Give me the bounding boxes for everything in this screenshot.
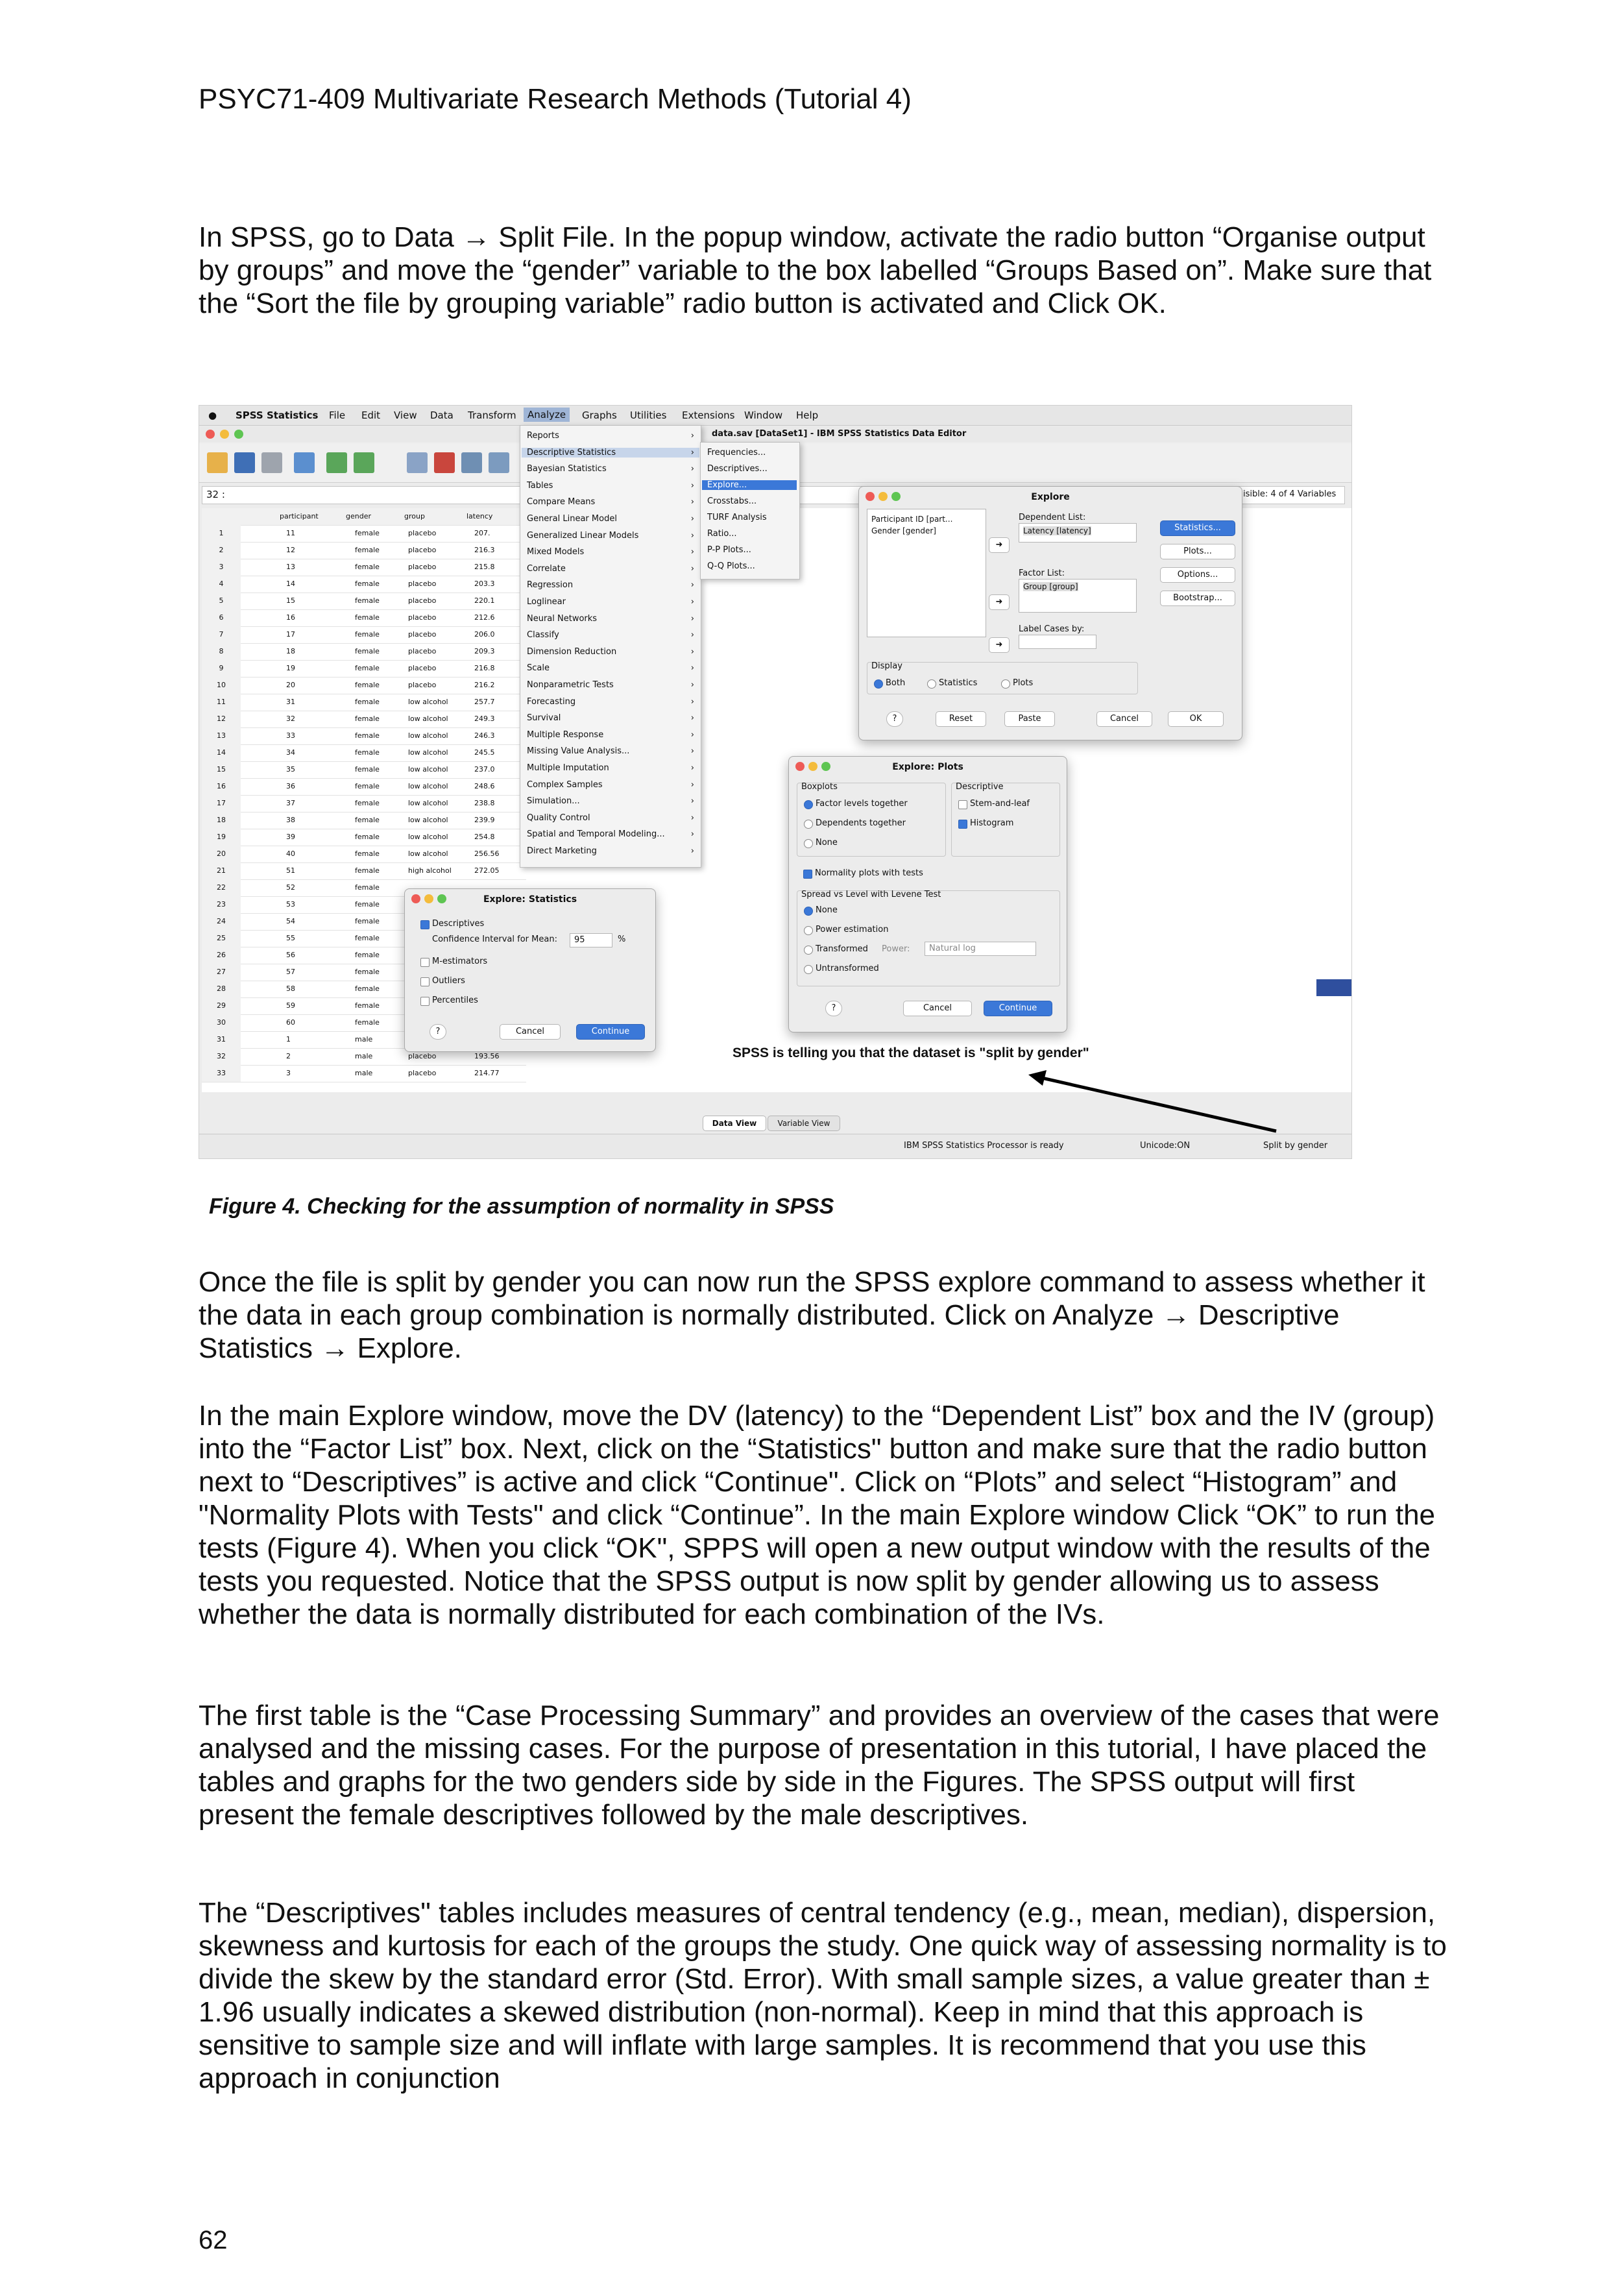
chevron-right-icon: ›: [690, 729, 694, 740]
chevron-right-icon: ›: [690, 796, 694, 807]
chevron-right-icon: ›: [690, 563, 694, 574]
cell-reference: 32 :: [206, 489, 225, 500]
table-cell[interactable]: male: [355, 1035, 373, 1044]
menu-graphs[interactable]: Graphs: [582, 409, 617, 421]
menu-item-label: Multiple Response: [527, 729, 604, 740]
row-number: 10: [202, 677, 241, 694]
menu-file[interactable]: File: [329, 409, 346, 421]
chevron-right-icon: ›: [690, 480, 694, 491]
normality-plots-label: Normality plots with tests: [815, 868, 923, 878]
row-number: 8: [202, 643, 241, 660]
menu-item-label: Multiple Imputation: [527, 763, 609, 773]
table-cell[interactable]: 55: [286, 934, 295, 942]
table-cell[interactable]: low alcohol: [408, 833, 448, 841]
table-cell[interactable]: placebo: [408, 630, 437, 639]
table-cell[interactable]: female: [355, 647, 380, 655]
table-cell[interactable]: 203.3: [474, 580, 495, 588]
table-cell[interactable]: placebo: [408, 1069, 437, 1077]
chevron-right-icon: ›: [690, 497, 694, 507]
row-number: 14: [202, 744, 241, 761]
stem-and-leaf-label: Stem-and-leaf: [970, 799, 1030, 809]
table-cell[interactable]: 18: [286, 647, 295, 655]
arrow-line: [1036, 1077, 1276, 1131]
table-cell[interactable]: female: [355, 968, 380, 976]
menu-item-label: Q-Q Plots...: [707, 561, 755, 571]
table-cell[interactable]: female: [355, 748, 380, 757]
paragraph-split-file: In SPSS, go to Data → Split File. In the popup window, activate the radio button “Organise output by groups” and move the “gender” variable to the box labelled “Groups Based on”. Make sure that the “Sort the file by grouping variable” radio button is activated and Click OK.: [199, 221, 1432, 319]
options-button[interactable]: Options...: [1160, 567, 1235, 583]
chevron-right-icon: ›: [690, 763, 694, 773]
table-cell[interactable]: 257.7: [474, 698, 495, 706]
menu-item-label: Correlate: [527, 563, 566, 574]
col-latency[interactable]: latency: [466, 512, 493, 520]
paragraph-case-processing: The first table is the “Case Processing Summary” and provides an overview of the cases that were analysed and the missing cases. For the purpose of presentation in this tutorial, I have placed the tables and graphs for the two genders side by side in the Figures. The SPSS output will first present the female descriptives followed by the male descriptives.: [199, 1700, 1440, 1831]
chevron-right-icon: ›: [690, 812, 694, 823]
table-cell[interactable]: male: [355, 1052, 373, 1060]
table-cell[interactable]: 246.3: [474, 731, 495, 740]
unicode-status: Unicode:ON: [1140, 1141, 1191, 1151]
row-number: 27: [202, 964, 241, 981]
table-cell[interactable]: 206.0: [474, 630, 495, 639]
table-cell[interactable]: female: [355, 816, 380, 824]
dialog-title: Explore: Plots: [892, 762, 963, 772]
help-button[interactable]: ?: [825, 1001, 842, 1016]
row-number: 32: [202, 1048, 241, 1065]
chevron-right-icon: ›: [690, 846, 694, 856]
row-number: 3: [202, 559, 241, 576]
table-cell[interactable]: placebo: [408, 613, 437, 622]
row-number: 7: [202, 626, 241, 643]
ci-value: 95: [574, 935, 585, 945]
factor-levels-label: Factor levels together: [816, 799, 908, 809]
source-item[interactable]: Participant ID [part...: [871, 515, 953, 524]
table-cell[interactable]: 248.6: [474, 782, 495, 790]
transformed-label: Transformed: [816, 944, 868, 954]
menu-edit[interactable]: Edit: [361, 409, 381, 421]
col-group[interactable]: group: [404, 512, 425, 520]
row-number: 26: [202, 947, 241, 964]
chevron-right-icon: ›: [690, 663, 694, 674]
table-cell[interactable]: 220.1: [474, 596, 495, 605]
table-cell[interactable]: 2: [286, 1052, 291, 1060]
menu-item-label: Nonparametric Tests: [527, 680, 614, 690]
boxplots-label: Boxplots: [801, 782, 838, 792]
split-status: Split by gender: [1263, 1141, 1328, 1151]
dialog-title: Explore: [1031, 492, 1070, 502]
menu-help[interactable]: Help: [796, 409, 819, 421]
col-participant[interactable]: participant: [280, 512, 319, 520]
menu-item-label: Direct Marketing: [527, 846, 597, 856]
chevron-right-icon: ›: [690, 680, 694, 690]
row-number: 31: [202, 1031, 241, 1048]
table-cell[interactable]: high alcohol: [408, 866, 452, 875]
table-cell[interactable]: placebo: [408, 681, 437, 689]
row-number: 25: [202, 930, 241, 947]
table-cell[interactable]: 249.3: [474, 714, 495, 723]
table-cell[interactable]: 214.77: [474, 1069, 500, 1077]
table-cell[interactable]: 36: [286, 782, 295, 790]
row-number: 22: [202, 879, 241, 896]
table-cell[interactable]: placebo: [408, 546, 437, 554]
menu-item-label: Scale: [527, 663, 550, 674]
percentiles-label: Percentiles: [432, 995, 478, 1005]
table-cell[interactable]: female: [355, 917, 380, 925]
table-cell[interactable]: low alcohol: [408, 849, 448, 858]
menu-item-label: Missing Value Analysis...: [527, 746, 630, 757]
annotation-text: SPSS is telling you that the dataset is "split by gender": [732, 1045, 1089, 1060]
display-label: Display: [871, 661, 902, 671]
table-cell[interactable]: placebo: [408, 580, 437, 588]
table-cell[interactable]: female: [355, 799, 380, 807]
move-factor-arrow-icon[interactable]: ➜: [989, 594, 1010, 610]
table-cell[interactable]: female: [355, 866, 380, 875]
dependent-list-label: Dependent List:: [1019, 513, 1086, 522]
table-cell[interactable]: placebo: [408, 529, 437, 537]
row-number: 6: [202, 609, 241, 626]
chevron-right-icon: ›: [690, 829, 694, 840]
power-estimation-label: Power estimation: [816, 925, 889, 934]
table-cell[interactable]: female: [355, 563, 380, 571]
table-cell[interactable]: 193.56: [474, 1052, 500, 1060]
move-label-arrow-icon[interactable]: ➜: [989, 637, 1010, 653]
table-cell[interactable]: female: [355, 681, 380, 689]
table-cell[interactable]: 12: [286, 546, 295, 554]
table-cell[interactable]: 216.3: [474, 546, 495, 554]
table-cell[interactable]: female: [355, 664, 380, 672]
table-cell[interactable]: low alcohol: [408, 816, 448, 824]
table-cell[interactable]: 40: [286, 849, 295, 858]
menu-item-label: General Linear Model: [527, 514, 617, 524]
table-cell[interactable]: 254.8: [474, 833, 495, 841]
table-cell[interactable]: 19: [286, 664, 295, 672]
display-statistics-label: Statistics: [939, 678, 978, 688]
chevron-right-icon: ›: [690, 746, 694, 757]
table-cell[interactable]: low alcohol: [408, 714, 448, 723]
chevron-right-icon: ›: [690, 630, 694, 641]
menu-extensions[interactable]: Extensions: [682, 409, 735, 421]
menu-item-label: TURF Analysis: [707, 513, 767, 522]
menu-item-label: Quality Control: [527, 812, 590, 823]
row-number: 29: [202, 997, 241, 1014]
table-cell[interactable]: female: [355, 900, 380, 909]
table-cell[interactable]: 238.8: [474, 799, 495, 807]
row-number: 24: [202, 913, 241, 930]
table-cell[interactable]: low alcohol: [408, 748, 448, 757]
chevron-right-icon: ›: [690, 696, 694, 707]
menu-utilities[interactable]: Utilities: [630, 409, 667, 421]
ci-label: Confidence Interval for Mean:: [432, 934, 557, 944]
row-number: 11: [202, 694, 241, 711]
table-cell[interactable]: placebo: [408, 596, 437, 605]
spss-screenshot: [199, 405, 1352, 1159]
table-cell[interactable]: female: [355, 951, 380, 959]
table-cell[interactable]: placebo: [408, 664, 437, 672]
menu-data[interactable]: Data: [430, 409, 454, 421]
row-number: 20: [202, 846, 241, 862]
chevron-right-icon: ›: [690, 447, 694, 458]
untransformed-label: Untransformed: [816, 964, 879, 973]
arrow-head: [1028, 1070, 1047, 1086]
row-number: 5: [202, 592, 241, 609]
table-cell[interactable]: low alcohol: [408, 731, 448, 740]
table-cell[interactable]: female: [355, 1018, 380, 1027]
table-cell[interactable]: placebo: [408, 563, 437, 571]
menu-item-label: Complex Samples: [527, 779, 603, 790]
chevron-right-icon: ›: [690, 580, 694, 591]
row-number: 4: [202, 576, 241, 592]
display-plots-label: Plots: [1013, 678, 1034, 688]
menu-item-label: Regression: [527, 580, 574, 591]
help-button[interactable]: ?: [430, 1024, 446, 1040]
apple-icon: ●: [208, 409, 217, 421]
table-cell[interactable]: 215.8: [474, 563, 495, 571]
paragraph-explore: Once the file is split by gender you can now run the SPSS explore command to assess whether it the data in each group combination is normally distributed. Click on Analyze → Descriptive Statistics → Explore.: [199, 1266, 1425, 1364]
cancel-button[interactable]: Cancel: [1096, 711, 1152, 727]
table-cell[interactable]: female: [355, 934, 380, 942]
table-cell[interactable]: 256.56: [474, 849, 500, 858]
table-cell[interactable]: 209.3: [474, 647, 495, 655]
visible-variables: isible: 4 of 4 Variables: [1243, 489, 1337, 499]
chevron-right-icon: ›: [690, 514, 694, 524]
row-number: 17: [202, 795, 241, 812]
row-number: 18: [202, 812, 241, 829]
table-cell[interactable]: male: [355, 1069, 373, 1077]
cancel-button[interactable]: Cancel: [903, 1001, 972, 1016]
factor-list-label: Factor List:: [1019, 568, 1065, 578]
power-label: Power:: [882, 944, 910, 954]
chevron-right-icon: ›: [690, 779, 694, 790]
continue-button[interactable]: Continue: [984, 1001, 1052, 1016]
table-cell[interactable]: 59: [286, 1001, 295, 1010]
label-cases-label: Label Cases by:: [1019, 624, 1085, 634]
spread-label: Spread vs Level with Levene Test: [801, 890, 941, 899]
row-number: 23: [202, 896, 241, 913]
menu-transform[interactable]: Transform: [468, 409, 516, 421]
table-cell[interactable]: 3: [286, 1069, 291, 1077]
table-cell[interactable]: 216.8: [474, 664, 495, 672]
histogram-label: Histogram: [970, 818, 1014, 828]
table-cell[interactable]: 58: [286, 984, 295, 993]
menu-item-label: Bayesian Statistics: [527, 464, 607, 474]
table-cell[interactable]: 51: [286, 866, 295, 875]
row-number: 16: [202, 778, 241, 795]
variable-view-tab[interactable]: Variable View: [768, 1116, 840, 1131]
table-cell[interactable]: 56: [286, 951, 295, 959]
menu-item-label: Ratio...: [707, 529, 737, 539]
menu-item-label: Survival: [527, 713, 561, 724]
display-both-label: Both: [886, 678, 906, 688]
outliers-label: Outliers: [432, 976, 465, 986]
menu-item-label: Classify: [527, 630, 559, 641]
power-value: Natural log: [929, 944, 976, 953]
window-title: data.sav [DataSet1] - IBM SPSS Statistics Data Editor: [712, 429, 967, 439]
m-estimators-label: M-estimators: [432, 957, 488, 966]
page-header: PSYC71-409 Multivariate Research Methods (Tutorial 4): [199, 83, 912, 115]
chevron-right-icon: ›: [690, 464, 694, 474]
table-cell[interactable]: 60: [286, 1018, 295, 1027]
paste-button[interactable]: Paste: [1004, 711, 1055, 727]
menu-item-label: Crosstabs...: [707, 496, 757, 506]
menu-item-label: Generalized Linear Models: [527, 530, 639, 541]
table-cell[interactable]: 237.0: [474, 765, 495, 774]
table-cell[interactable]: 37: [286, 799, 295, 807]
figure-caption: Figure 4. Checking for the assumption of normality in SPSS: [209, 1194, 834, 1219]
paragraph-explore-window: In the main Explore window, move the DV (latency) to the “Dependent List” box and the IV (group) into the “Factor List” box. Next, click on the “Statistics" button and make sure that the radio button next to “Descriptives” is active and click “Continue". Click on “Plots” and select “Histogram” and "Normality Plots with Tests" and click “Continue”. In the main Explore window Click “OK” to run the tests (Figure 4). When you click “OK", SPPS will open a new output window with the results of the tests you requested. Notice that the SPSS output is now split by gender allowing us to assess whether the data is normally distributed for each combination of the IVs.: [199, 1400, 1436, 1630]
col-gender[interactable]: gender: [346, 512, 371, 520]
dependent-item[interactable]: Latency [latency]: [1023, 526, 1091, 535]
table-cell[interactable]: low alcohol: [408, 782, 448, 790]
row-number: 15: [202, 761, 241, 778]
row-number: 33: [202, 1065, 241, 1082]
chevron-right-icon: ›: [690, 547, 694, 557]
menu-item-label: Compare Means: [527, 497, 596, 507]
plots-button[interactable]: Plots...: [1160, 544, 1235, 559]
continue-button[interactable]: Continue: [576, 1024, 645, 1040]
menu-item-label: P-P Plots...: [707, 545, 751, 555]
descriptive-label: Descriptive: [956, 782, 1004, 792]
menu-item-label: Loglinear: [527, 597, 566, 607]
dialog-title: Explore: Statistics: [483, 894, 577, 905]
table-cell[interactable]: female: [355, 849, 380, 858]
table-cell[interactable]: female: [355, 546, 380, 554]
row-number: 2: [202, 542, 241, 559]
factor-item[interactable]: Group [group]: [1023, 582, 1078, 591]
data-view-tab[interactable]: Data View: [703, 1116, 766, 1131]
menu-item-label: Dimension Reduction: [527, 646, 617, 657]
table-cell[interactable]: 54: [286, 917, 295, 925]
table-cell[interactable]: 15: [286, 596, 295, 605]
table-cell[interactable]: low alcohol: [408, 765, 448, 774]
table-cell[interactable]: female: [355, 529, 380, 537]
table-cell[interactable]: female: [355, 1001, 380, 1010]
table-cell[interactable]: female: [355, 833, 380, 841]
table-cell[interactable]: 212.6: [474, 613, 495, 622]
row-number: 12: [202, 711, 241, 727]
reset-button[interactable]: Reset: [936, 711, 986, 727]
bootstrap-button[interactable]: Bootstrap...: [1160, 591, 1235, 606]
ci-unit: %: [618, 934, 626, 944]
table-cell[interactable]: 57: [286, 968, 295, 976]
table-cell[interactable]: 239.9: [474, 816, 495, 824]
table-cell[interactable]: 31: [286, 698, 295, 706]
table-cell[interactable]: female: [355, 630, 380, 639]
row-number: 28: [202, 981, 241, 997]
menu-item-label: Spatial and Temporal Modeling...: [527, 829, 665, 840]
table-cell[interactable]: female: [355, 782, 380, 790]
table-cell[interactable]: female: [355, 580, 380, 588]
paragraph-descriptives: The “Descriptives" tables includes measures of central tendency (e.g., mean, median), dispersion, skewness and kurtosis for each of the groups the study. One quick way of assessing normality is to divide the skew by the standard error (Std. Error). With small sample sizes, a value greater than ± 1.96 usually indicates a skewed distribution (non-normal). Keep in mind that this approach is sensitive to sample size and will inflate with large samples. It is recommend that you use this approach in conjunction: [199, 1897, 1447, 2094]
menu-item-label: Descriptives...: [707, 464, 768, 474]
menu-item-label: Tables: [527, 480, 553, 491]
chevron-right-icon: ›: [690, 713, 694, 724]
chevron-right-icon: ›: [690, 530, 694, 541]
table-cell[interactable]: 33: [286, 731, 295, 740]
menu-item-label: Forecasting: [527, 696, 576, 707]
chevron-right-icon: ›: [690, 597, 694, 607]
menu-item-label: Mixed Models: [527, 547, 585, 557]
cancel-button[interactable]: Cancel: [500, 1024, 561, 1040]
spread-none-label: None: [816, 905, 838, 915]
table-cell[interactable]: low alcohol: [408, 799, 448, 807]
statistics-button[interactable]: Statistics...: [1160, 520, 1235, 536]
table-cell[interactable]: female: [355, 765, 380, 774]
row-number: 30: [202, 1014, 241, 1031]
row-number: 21: [202, 862, 241, 879]
menu-item-label: Neural Networks: [527, 613, 598, 624]
row-number: 9: [202, 660, 241, 677]
boxplot-none-label: None: [816, 838, 838, 848]
table-cell[interactable]: placebo: [408, 647, 437, 655]
table-cell[interactable]: 272.05: [474, 866, 500, 875]
table-cell[interactable]: female: [355, 883, 380, 892]
chevron-right-icon: ›: [690, 646, 694, 657]
chevron-right-icon: ›: [690, 613, 694, 624]
table-cell[interactable]: 39: [286, 833, 295, 841]
table-cell[interactable]: 1: [286, 1035, 291, 1044]
menu-item-label: Reports: [527, 431, 559, 441]
table-cell[interactable]: 11: [286, 529, 295, 537]
table-cell[interactable]: 16: [286, 613, 295, 622]
menu-item-label: Frequencies...: [707, 448, 766, 458]
menu-item-label: Simulation...: [527, 796, 580, 807]
row-number: 1: [202, 525, 241, 542]
table-cell[interactable]: 17: [286, 630, 295, 639]
table-cell[interactable]: low alcohol: [408, 698, 448, 706]
table-cell[interactable]: female: [355, 714, 380, 723]
table-cell[interactable]: 53: [286, 900, 295, 909]
table-cell[interactable]: 216.2: [474, 681, 495, 689]
table-cell[interactable]: 207.: [474, 529, 490, 537]
source-item[interactable]: Gender [gender]: [871, 526, 936, 535]
table-cell[interactable]: 14: [286, 580, 295, 588]
table-cell[interactable]: placebo: [408, 1052, 437, 1060]
table-cell[interactable]: 34: [286, 748, 295, 757]
table-cell[interactable]: 245.5: [474, 748, 495, 757]
table-cell[interactable]: 52: [286, 883, 295, 892]
table-cell[interactable]: female: [355, 984, 380, 993]
menu-analyze[interactable]: Analyze: [524, 408, 570, 422]
chevron-right-icon: ›: [690, 431, 694, 441]
status-bar: [199, 1134, 1351, 1159]
descriptives-label: Descriptives: [432, 919, 485, 929]
menu-item-label: Explore...: [707, 480, 747, 490]
table-cell[interactable]: 35: [286, 765, 295, 774]
menu-window[interactable]: Window: [744, 409, 783, 421]
row-number: 13: [202, 727, 241, 744]
menu-view[interactable]: View: [394, 409, 417, 421]
table-cell[interactable]: female: [355, 731, 380, 740]
table-cell[interactable]: 38: [286, 816, 295, 824]
help-button[interactable]: ?: [886, 711, 903, 727]
menu-app[interactable]: SPSS Statistics: [236, 409, 319, 421]
page-number: 62: [199, 2226, 228, 2254]
ok-button[interactable]: OK: [1168, 711, 1224, 727]
menu-item-label: Descriptive Statistics: [527, 447, 616, 458]
table-cell[interactable]: female: [355, 596, 380, 605]
table-cell[interactable]: female: [355, 613, 380, 622]
table-cell[interactable]: female: [355, 698, 380, 706]
move-dependent-arrow-icon[interactable]: ➜: [989, 537, 1010, 553]
table-cell[interactable]: 32: [286, 714, 295, 723]
row-number: 19: [202, 829, 241, 846]
annotation-arrow: [199, 406, 1351, 1158]
dependents-together-label: Dependents together: [816, 818, 906, 828]
table-cell[interactable]: 13: [286, 563, 295, 571]
table-cell[interactable]: 20: [286, 681, 295, 689]
processor-status: IBM SPSS Statistics Processor is ready: [904, 1141, 1064, 1151]
